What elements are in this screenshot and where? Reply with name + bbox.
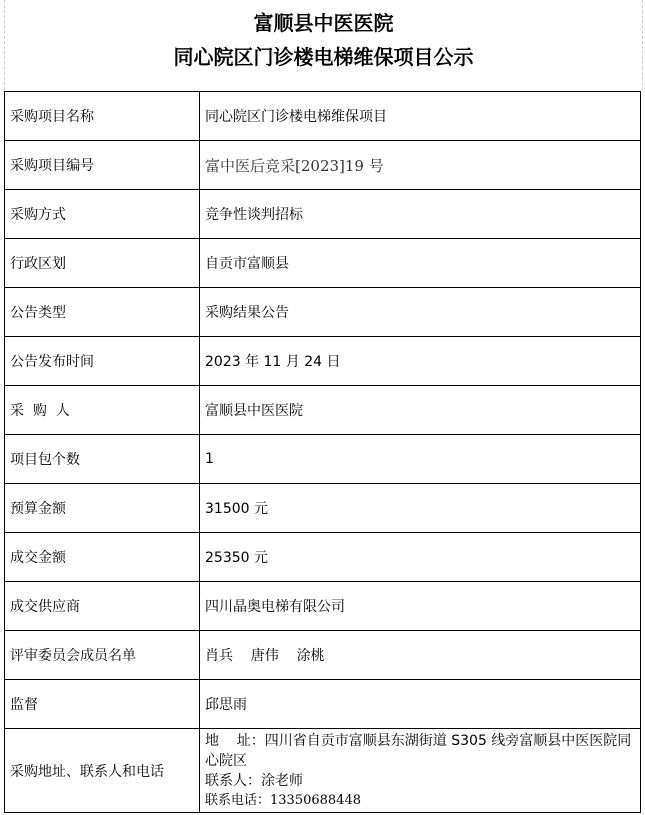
contact-value [200,729,641,813]
table-row-contact [5,729,641,813]
row-value: 2023 年 11 月 24 日 [200,337,641,386]
row-label: 采购项目编号 [5,141,200,190]
contact-phone: 联系电话：13350688448 [205,792,361,808]
table-row [5,386,641,435]
table-row [5,533,641,582]
row-value: 富顺县中医医院 [200,386,641,435]
procurement-info-table [4,91,641,813]
row-value: 1 [200,435,641,484]
row-value: 四川晶奥电梯有限公司 [200,582,641,631]
row-value: 邱思雨 [200,680,641,729]
table-row [5,680,641,729]
contact-label: 采购地址、联系人和电话 [5,729,200,813]
table-row [5,631,641,680]
row-label: 预算金额 [5,484,200,533]
table-row [5,288,641,337]
document-header [4,0,643,90]
table-row [5,92,641,141]
table-row [5,141,641,190]
table-row [5,484,641,533]
row-value: 采购结果公告 [200,288,641,337]
contact-address: 地 址：四川省自贡市富顺县东湖街道 S305 线旁富顺县中医医院同心院区 [205,732,632,769]
table-row [5,239,641,288]
row-label: 公告类型 [5,288,200,337]
row-label: 采 购 人 [5,386,200,435]
row-label: 监督 [5,680,200,729]
row-value: 自贡市富顺县 [200,239,641,288]
hospital-title: 富顺县中医医院 [253,11,394,35]
table-row [5,190,641,239]
row-value: 肖兵 唐伟 涂桃 [200,631,641,680]
table-row [5,582,641,631]
table-row [5,337,641,386]
contact-person: 联系人：涂老师 [205,772,303,789]
row-label: 项目包个数 [5,435,200,484]
row-label: 采购项目名称 [5,92,200,141]
row-value: 31500 元 [200,484,641,533]
row-value: 同心院区门诊楼电梯维保项目 [200,92,641,141]
row-value: 富中医后竞采[2023]19 号 [200,141,641,190]
table-row [5,435,641,484]
row-label: 公告发布时间 [5,337,200,386]
row-label: 行政区划 [5,239,200,288]
row-label: 采购方式 [5,190,200,239]
row-value: 25350 元 [200,533,641,582]
project-title: 同心院区门诊楼电梯维保项目公示 [173,45,474,69]
row-label: 成交金额 [5,533,200,582]
row-label: 评审委员会成员名单 [5,631,200,680]
row-value: 竞争性谈判招标 [200,190,641,239]
row-label: 成交供应商 [5,582,200,631]
